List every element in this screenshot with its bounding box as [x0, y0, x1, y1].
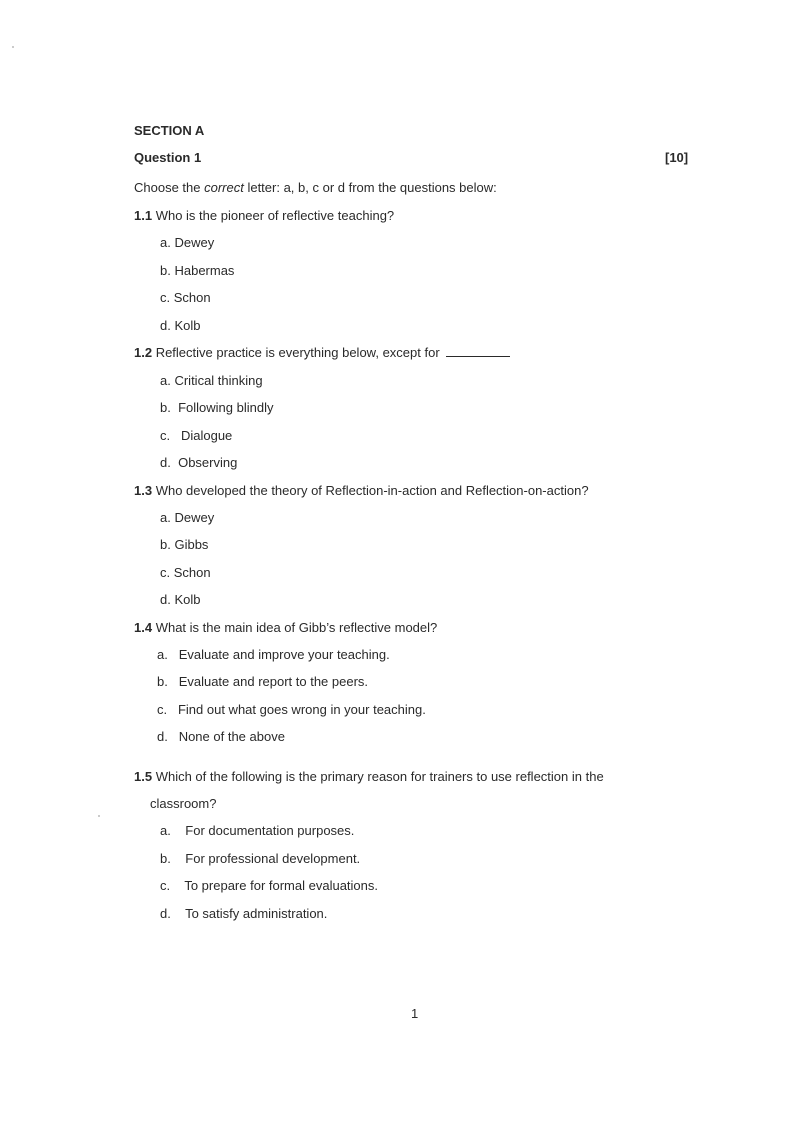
- option-letter: c.: [160, 290, 171, 305]
- option-letter: d.: [157, 729, 168, 744]
- option-letter: b.: [157, 674, 168, 689]
- option: [160, 851, 360, 867]
- option-text: None of the above: [178, 729, 285, 744]
- option-text: To satisfy administration.: [185, 906, 328, 921]
- option-text: Observing: [178, 455, 238, 470]
- option-text: Kolb: [174, 318, 201, 333]
- question-text: Which of the following is the primary reason for trainers to use reflection in the: [152, 769, 604, 784]
- option-letter: d.: [160, 318, 171, 333]
- option-text: Dewey: [174, 510, 215, 525]
- question-continuation: classroom?: [150, 796, 217, 811]
- option-text: Evaluate and improve your teaching.: [178, 647, 390, 662]
- option-letter: c.: [160, 428, 171, 443]
- option: [160, 373, 263, 389]
- question-stem: [134, 620, 437, 636]
- option-letter: a.: [157, 647, 168, 662]
- option: [160, 906, 327, 922]
- option: [160, 510, 214, 526]
- option-letter: a.: [160, 235, 171, 250]
- option: [160, 823, 354, 839]
- question-stem: [134, 208, 394, 224]
- option-letter: b.: [160, 851, 171, 866]
- question-number: 1.1: [134, 208, 153, 223]
- question-text: What is the main idea of Gibb’s reflective model?: [152, 620, 438, 635]
- option: [160, 263, 234, 279]
- option-letter: c.: [157, 702, 168, 717]
- question-stem: [134, 345, 510, 361]
- section-title: SECTION A: [134, 123, 205, 138]
- question-stem: [134, 483, 589, 499]
- option: [157, 647, 390, 663]
- option: [157, 729, 285, 745]
- instruction-after: letter: a, b, c or d from the questions below:: [243, 180, 497, 195]
- option-letter: a.: [160, 823, 171, 838]
- option-text: To prepare for formal evaluations.: [184, 878, 378, 893]
- scan-speck: [98, 815, 100, 817]
- option-letter: c.: [160, 565, 171, 580]
- instruction: [134, 180, 497, 196]
- question-number: 1.3: [134, 483, 153, 498]
- answer-blank-line: [446, 345, 510, 357]
- option: [160, 537, 208, 553]
- instruction-before: Choose the: [134, 180, 205, 195]
- option: [160, 400, 273, 416]
- instruction-emphasis: correct: [204, 180, 244, 195]
- option-letter: a.: [160, 510, 171, 525]
- option-letter: c.: [160, 878, 171, 893]
- question-title: Question 1: [134, 150, 202, 165]
- option-text: Find out what goes wrong in your teaching.: [177, 702, 426, 717]
- option: [160, 290, 211, 306]
- option: [160, 455, 237, 471]
- option-text: Gibbs: [174, 537, 209, 552]
- option: [157, 674, 368, 690]
- option-letter: d.: [160, 455, 171, 470]
- page-number: 1: [411, 1006, 419, 1021]
- question-text: Who developed the theory of Reflection-in-action and Reflection-on-action?: [152, 483, 589, 498]
- option-text: Evaluate and report to the peers.: [178, 674, 369, 689]
- option: [157, 702, 426, 718]
- option-letter: a.: [160, 373, 171, 388]
- option-text: Schon: [173, 290, 211, 305]
- question-text: Reflective practice is everything below, except for: [152, 345, 440, 360]
- option-text: Dialogue: [180, 428, 233, 443]
- option-letter: d.: [160, 592, 171, 607]
- option: [160, 318, 201, 334]
- option-text: Critical thinking: [174, 373, 263, 388]
- option: [160, 235, 214, 251]
- option-text: Dewey: [174, 235, 215, 250]
- option-text: For professional development.: [185, 851, 361, 866]
- option: [160, 428, 232, 444]
- scan-speck: [12, 46, 14, 48]
- marks-label: [10]: [665, 150, 689, 165]
- option: [160, 592, 201, 608]
- option-letter: b.: [160, 263, 171, 278]
- question-number: 1.4: [134, 620, 153, 635]
- option-text: Kolb: [174, 592, 201, 607]
- option-letter: b.: [160, 537, 171, 552]
- option-letter: b.: [160, 400, 171, 415]
- option-text: Habermas: [174, 263, 235, 278]
- question-number: 1.2: [134, 345, 153, 360]
- option-text: Schon: [173, 565, 211, 580]
- option-text: Following blindly: [178, 400, 274, 415]
- option-text: For documentation purposes.: [185, 823, 355, 838]
- question-stem: [134, 769, 604, 785]
- option: [160, 565, 211, 581]
- option-letter: d.: [160, 906, 171, 921]
- question-text: Who is the pioneer of reflective teaching?: [152, 208, 395, 223]
- option: [160, 878, 378, 894]
- question-number: 1.5: [134, 769, 153, 784]
